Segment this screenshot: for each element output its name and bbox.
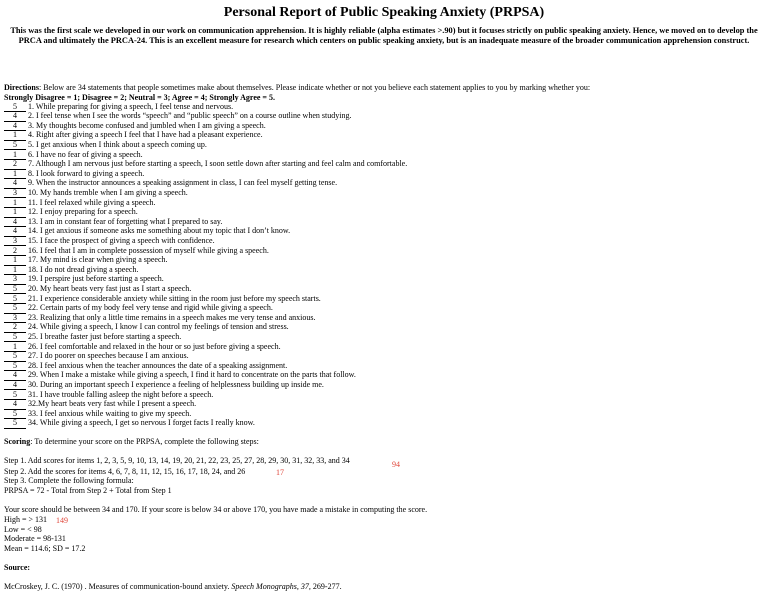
directions-label: Directions <box>4 83 39 92</box>
item-statement: 21. I experience considerable anxiety while sitting in the room just before my speech starts. <box>28 293 321 303</box>
item-statement: 15. I face the prospect of giving a speech with confidence. <box>28 235 215 245</box>
item-score: 2 <box>4 160 26 170</box>
item-statement: 9. When the instructor announces a speaking assignment in class, I can feel myself getting tense. <box>28 178 338 188</box>
item-score: 5 <box>4 419 26 429</box>
item-score: 1 <box>4 256 26 266</box>
page-title: Personal Report of Public Speaking Anxiety (PRPSA) <box>223 5 545 20</box>
item-statement: 3. My thoughts become confused and jumbled when I am giving a speech. <box>28 120 266 130</box>
step1-line <box>4 456 350 466</box>
item-score: 4 <box>4 122 26 132</box>
item-score: 5 <box>4 295 26 305</box>
citation-authors: McCroskey, J. C. (1970) . Measures of communication-bound anxiety. <box>4 582 232 591</box>
scoring-text: : To determine your score on the PRPSA, complete the following steps: <box>30 437 259 446</box>
item-statement: 1. While preparing for giving a speech, I feel tense and nervous. <box>28 101 234 111</box>
step1-text: Step 1. Add scores for items 1, 2, 3, 5, 9, 10, 13, 14, 19, 20, 21, 22, 23, 25, 27, 28, 29, 30, 31, 32, 33, and 34 <box>4 456 350 465</box>
source-label: Source: <box>4 563 31 572</box>
list-item <box>4 342 281 352</box>
norms-intro: Your score should be between 34 and 170. If your score is below 34 or above 170, you have made a mistake in computing the score. <box>4 505 428 514</box>
item-statement: 17. My mind is clear when giving a speech. <box>28 255 168 265</box>
list-item <box>4 226 290 236</box>
list-item <box>4 178 337 188</box>
intro-paragraph: This was the first scale we developed in our work on communication apprehension. It is highly reliable (alpha estimates >.90) but it focuses strictly on public speaking anxiety. Hence, we moved on to develop the PRCA and ultimately the PRCA-24. This is an excellent measure for research which centers on public speaking anxiety, but is an inadequate measure of the broader communication apprehension construct. <box>10 26 758 45</box>
list-item <box>4 188 188 198</box>
item-statement: 31. I have trouble falling asleep the night before a speech. <box>28 389 214 399</box>
list-item <box>4 150 143 160</box>
item-statement: 11. I feel relaxed while giving a speech. <box>28 197 156 207</box>
step1-value: 94 <box>392 460 400 469</box>
item-score: 1 <box>4 266 26 276</box>
item-statement: 19. I perspire just before starting a speech. <box>28 274 164 284</box>
list-item <box>4 265 138 275</box>
scoring-line <box>4 437 259 447</box>
list-item <box>4 111 351 121</box>
item-score: 2 <box>4 323 26 333</box>
item-score: 5 <box>4 362 26 372</box>
item-statement: 10. My hands tremble when I am giving a speech. <box>28 187 188 197</box>
item-score: 5 <box>4 333 26 343</box>
step2-value: 17 <box>276 468 284 477</box>
item-statement: 12. I enjoy preparing for a speech. <box>28 207 138 217</box>
item-statement: 34. While giving a speech, I get so nervous I forget facts I really know. <box>28 418 255 428</box>
list-item <box>4 370 356 380</box>
item-statement: 2. I feel tense when I see the words “speech” and “public speech” on a course outline when studying. <box>28 111 352 121</box>
item-statement: 18. I do not dread giving a speech. <box>28 264 139 274</box>
list-item <box>4 169 144 179</box>
item-statement: 6. I have no fear of giving a speech. <box>28 149 143 159</box>
item-score: 3 <box>4 237 26 247</box>
step3-text: Step 3. Complete the following formula: <box>4 476 134 485</box>
list-item <box>4 140 207 150</box>
item-score: 4 <box>4 371 26 381</box>
step2-line <box>4 467 245 477</box>
norm-moderate: Moderate = 98-131 <box>4 534 66 543</box>
item-statement: 8. I look forward to giving a speech. <box>28 168 145 178</box>
item-statement: 33. I feel anxious while waiting to give my speech. <box>28 408 192 418</box>
item-score: 5 <box>4 285 26 295</box>
item-statement: 30. During an important speech I experience a feeling of helplessness building up inside me. <box>28 379 324 389</box>
item-score: 1 <box>4 151 26 161</box>
item-score: 2 <box>4 247 26 257</box>
step2-text: Step 2. Add the scores for items 4, 6, 7, 8, 11, 12, 15, 16, 17, 18, 24, and 26 <box>4 466 246 476</box>
item-statement: 27. I do poorer on speeches because I am anxious. <box>28 351 189 361</box>
item-score: 4 <box>4 400 26 410</box>
item-score: 1 <box>4 199 26 209</box>
item-score: 5 <box>4 141 26 151</box>
item-score: 4 <box>4 381 26 391</box>
item-score: 1 <box>4 170 26 180</box>
item-statement: 23. Realizing that only a little time remains in a speech makes me very tense and anxious. <box>28 312 316 322</box>
list-item <box>4 361 287 371</box>
item-score: 3 <box>4 275 26 285</box>
citation-journal: Speech Monographs, 37, <box>231 582 311 591</box>
item-score: 3 <box>4 189 26 199</box>
rating-scale: Strongly Disagree = 1; Disagree = 2; Neutral = 3; Agree = 4; Strongly Agree = 5. <box>4 92 275 102</box>
item-score: 1 <box>4 208 26 218</box>
list-item <box>4 217 222 227</box>
norm-high-text: High = > 131 <box>4 515 48 524</box>
list-item <box>4 351 189 361</box>
item-score: 3 <box>4 314 26 324</box>
item-score: 5 <box>4 304 26 314</box>
item-score: 4 <box>4 112 26 122</box>
list-item <box>4 399 196 409</box>
item-score: 1 <box>4 343 26 353</box>
directions-text: : Below are 34 statements that people sometimes make about themselves. Please indicate whether or not you believe each statement applies to you by marking whether you: <box>38 83 591 92</box>
norm-mean: Mean = 114.6; SD = 17.2 <box>4 543 86 553</box>
list-item <box>4 130 263 140</box>
list-item <box>4 102 233 112</box>
directions-line <box>4 83 590 93</box>
norm-high <box>4 515 47 525</box>
list-item <box>4 332 181 342</box>
list-item <box>4 274 164 284</box>
list-item <box>4 380 324 390</box>
item-statement: 5. I get anxious when I think about a speech coming up. <box>28 139 207 149</box>
norm-high-value: 149 <box>56 516 68 525</box>
item-score: 5 <box>4 352 26 362</box>
list-item <box>4 313 315 323</box>
citation-pages: 269-277. <box>310 582 342 591</box>
item-score: 4 <box>4 218 26 228</box>
item-statement: 32.My heart beats very fast while I present a speech. <box>28 399 197 409</box>
item-statement: 4. Right after giving a speech I feel that I have had a pleasant experience. <box>28 130 263 140</box>
item-statement: 29. When I make a mistake while giving a speech, I find it hard to concentrate on the parts that follow. <box>28 370 356 380</box>
list-item <box>4 255 168 265</box>
item-statement: 16. I feel that I am in complete possession of myself while giving a speech. <box>28 245 269 255</box>
item-statement: 26. I feel comfortable and relaxed in the hour or so just before giving a speech. <box>28 341 281 351</box>
item-statement: 28. I feel anxious when the teacher announces the date of a speaking assignment. <box>28 360 288 370</box>
list-item <box>4 207 138 217</box>
list-item <box>4 236 215 246</box>
list-item <box>4 246 269 256</box>
item-statement: 20. My heart beats very fast just as I start a speech. <box>28 283 192 293</box>
item-score: 1 <box>4 131 26 141</box>
item-score: 4 <box>4 179 26 189</box>
list-item <box>4 159 407 169</box>
scoring-label: Scoring <box>4 437 31 446</box>
item-statement: 7. Although I am nervous just before starting a speech, I soon settle down after starting and feel calm and comfortable. <box>28 159 408 169</box>
item-statement: 25. I breathe faster just before starting a speech. <box>28 331 182 341</box>
list-item <box>4 409 191 419</box>
list-item <box>4 121 266 131</box>
item-statement: 14. I get anxious if someone asks me something about my topic that I don’t know. <box>28 226 291 236</box>
item-score: 5 <box>4 410 26 420</box>
item-score: 4 <box>4 227 26 237</box>
item-statement: 24. While giving a speech, I know I can control my feelings of tension and stress. <box>28 322 289 332</box>
list-item <box>4 198 155 208</box>
item-score: 5 <box>4 391 26 401</box>
list-item <box>4 418 255 428</box>
item-statement: 22. Certain parts of my body feel very tense and rigid while giving a speech. <box>28 303 273 313</box>
list-item <box>4 303 273 313</box>
list-item <box>4 284 191 294</box>
list-item <box>4 390 213 400</box>
norm-low: Low = < 98 <box>4 524 42 534</box>
list-item <box>4 294 321 304</box>
scoring-formula: PRPSA = 72 - Total from Step 2 + Total from Step 1 <box>4 486 172 495</box>
item-score: 5 <box>4 103 26 113</box>
list-item <box>4 322 289 332</box>
source-citation <box>4 582 342 592</box>
item-statement: 13. I am in constant fear of forgetting what I prepared to say. <box>28 216 223 226</box>
